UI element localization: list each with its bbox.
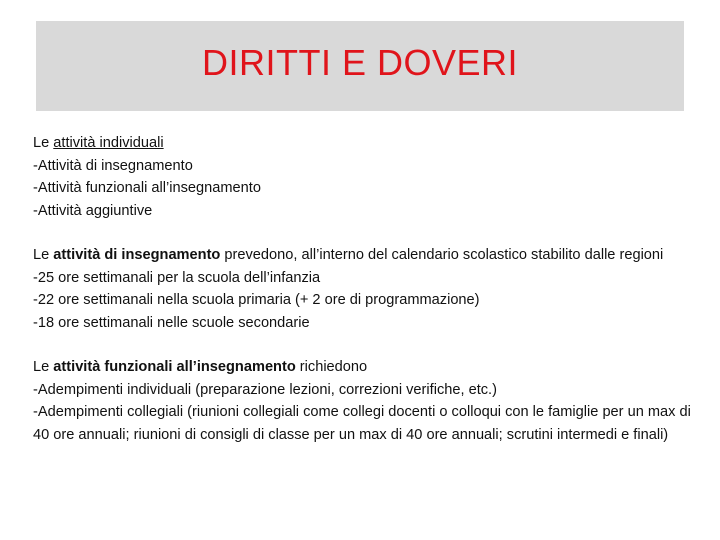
bold-heading: attività funzionali all’insegnamento: [53, 359, 296, 375]
list-item: -22 ore settimanali nella scuola primaria (+ 2 ore di programmazione): [33, 292, 480, 308]
section-heading: Le attività individuali: [33, 135, 164, 151]
slide-title: DIRITTI E DOVERI: [201, 42, 519, 83]
underlined-heading: attività individuali: [53, 135, 164, 151]
list-item: -Adempimenti individuali (preparazione lezioni, correzioni verifiche, etc.): [33, 381, 497, 398]
section-individual-activities: [33, 132, 693, 222]
list-item: -Attività funzionali all’insegnamento: [33, 180, 261, 196]
list-item: -25 ore settimanali per la scuola dell’infanzia: [33, 269, 321, 286]
list-item: -Attività aggiuntive: [33, 202, 153, 219]
bold-heading: attività di insegnamento: [53, 247, 221, 263]
title-banner: [36, 21, 684, 111]
section-intro: Le attività di insegnamento prevedono, all’interno del calendario scolastico stabilito dalle regioni: [33, 247, 664, 263]
section-teaching-activities: [33, 244, 693, 334]
section-functional-activities: [33, 356, 693, 446]
list-item: -Attività di insegnamento: [33, 157, 193, 174]
slide-body: [33, 132, 693, 446]
list-item: -Adempimenti collegiali (riunioni collegiali come collegi docenti o colloqui con le famiglie per un max di 40 ore annuali; riunioni di consigli di classe per un max di 40 ore annuali; scrutini intermedi e finali): [33, 404, 691, 443]
section-intro: Le attività funzionali all’insegnamento richiedono: [33, 359, 368, 375]
list-item: -18 ore settimanali nelle scuole secondarie: [33, 314, 310, 331]
